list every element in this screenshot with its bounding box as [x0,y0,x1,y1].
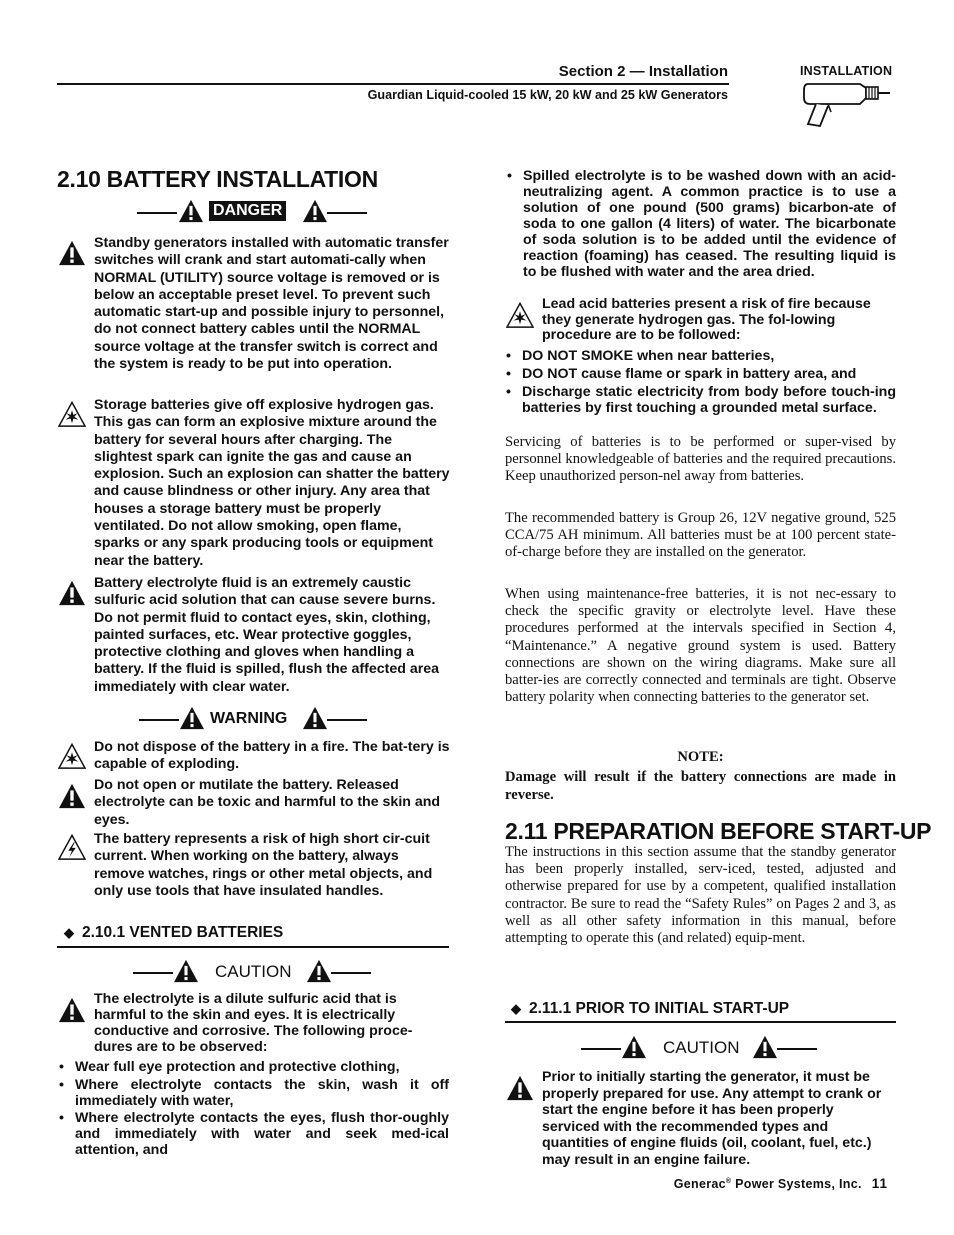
section-2-11-1-heading: ◆ 2.11.1 PRIOR TO INITIAL START-UP [511,1000,790,1017]
caution-label: CAUTION [663,1038,740,1057]
spill-procedure-item: • Spilled electrolyte is to be washed down with an acid-neutralizing agent. A common practice is to use a solution of one pound (500 grams) bicarbon-ate of soda to one gallon (4 liters) of water. The bicarbonate of soda solution is to be added until the evidence of reaction (foaming) has ceased. The resulting liquid is to be flushed with water and the area dried. [507,168,896,280]
explosion-hazard-icon [506,302,534,328]
electric-shock-icon [58,834,86,860]
warning-triangle-icon [178,199,204,223]
warning-triangle-icon [302,199,328,223]
explosion-hazard-icon [58,401,86,427]
exclamation-triangle-icon [58,997,86,1023]
diamond-bullet-icon: ◆ [64,925,74,940]
section-2-11-heading: 2.11 PREPARATION BEFORE START-UP [505,818,932,844]
automatic-start-warning: Standby generators installed with automatic transfer switches will crank and start automati-cally when NORMAL (UTILITY) source voltage is removed or is below an acceptable preset level. To prevent such automatic start-up and possible injury to personnel, do not connect battery cables until the NORMAL source voltage at the transfer switch is correct and the system is ready to be put into operation. [94,235,449,373]
caution-banner [581,1034,821,1064]
warning-triangle-icon [306,959,332,983]
subheading-rule [505,1021,896,1023]
warning-triangle-icon [179,706,205,730]
exclamation-triangle-icon [58,240,86,266]
warning-triangle-icon [621,1035,647,1059]
warning-triangle-icon [173,959,199,983]
maintenance-free-paragraph: When using maintenance-free batteries, it is not nec-essary to check the specific gravity or electrolyte level. Have these procedures performed at the intervals specified in Section 4, “Maintenance.” A negative ground system is used. Battery connections are shown on the wiring diagrams. Make sure all batter-ies are correctly connected and terminals are tight. Observe battery polarity when connecting batteries to the generator set. [505,586,896,706]
list-item: • Where electrolyte contacts the eyes, flush thor-oughly and immediately with water and seek med-ical attention, and [59,1110,449,1158]
lead-acid-fire-warning: Lead acid batteries present a risk of fire because they generate hydrogen gas. The fol-lowing procedure are to be followed: [542,296,871,343]
warning-triangle-icon [752,1035,778,1059]
danger-label: DANGER [209,201,286,221]
note-body: Damage will result if the battery connections are made in reverse. [505,769,896,803]
page-footer [674,1176,888,1191]
page-number: 11 [871,1176,888,1191]
warning-triangle-icon [302,706,328,730]
electrolyte-burn-warning: Battery electrolyte fluid is an extremely caustic sulfuric acid solution that can cause severe burns. Do not permit fluid to contact eyes, skin, clothing, painted surfaces, etc. Wear protective goggles, protective clothing and gloves when handling a battery. If the fluid is spilled, flush the affected area immediately with clear water. [94,575,440,695]
list-item: • Wear full eye protection and protective clothing, [59,1059,400,1075]
caution-banner [133,958,373,988]
fire-disposal-warning: Do not dispose of the battery in a fire. The bat-tery is capable of exploding. [94,739,450,773]
diamond-bullet-icon: ◆ [511,1001,521,1016]
short-circuit-warning: The battery represents a risk of high short cir-cuit current. When working on the battery, always remove watches, rings or other metal objects, and only use tools that have insulated handles. [94,831,433,899]
initial-start-caution: Prior to initially starting the generator, it must be properly prepared for use. Any attempt to crank or start the engine before it has been properly serviced with the recommended types and quantities of engine fluids (oil, coolant, fuel, etc.) may result in an engine failure. [542,1069,882,1168]
drill-icon [800,78,892,128]
servicing-paragraph: Servicing of batteries is to be performed or super-vised by personnel knowledgeable of batteries and the required precautions. Keep unauthorized person-nel away from batteries. [505,434,896,485]
hydrogen-gas-warning: Storage batteries give off explosive hydrogen gas. This gas can form an explosive mixture around the battery for several hours after charging. The slightest spark can ignite the gas and cause an explosion. Such an explosion can shatter the battery and cause blindness or other injury. Any area that houses a storage battery must be properly ventilated. Do not allow smoking, open flame, sparks or any spark producing tools or equipment near the battery. [94,397,450,569]
exclamation-triangle-icon [506,1075,534,1101]
registered-mark: ® [725,1177,732,1185]
list-item: • DO NOT cause flame or spark in battery area, and [506,366,857,382]
section-title: Section 2 — Installation [558,63,728,80]
header-rule [57,83,729,85]
warning-banner [139,705,367,735]
mutilate-battery-warning: Do not open or mutilate the battery. Released electrolyte can be toxic and harmful to the skin and eyes. [94,777,441,828]
section-2-10-1-heading: ◆ 2.10.1 VENTED BATTERIES [64,924,284,941]
danger-banner [137,198,367,228]
start-up-intro-paragraph: The instructions in this section assume that the standby generator has been properly installed, serv-iced, tested, adjusted and otherwise prepared for use by a competent, qualified installation contractor. Be sure to read the “Safety Rules” on Pages 2 and 3, as well as all other safety information in this manual, before attempting to operate this (and related) equip-ment. [505,844,896,947]
list-item: • Where electrolyte contacts the skin, wash it off immediately with water, [59,1077,449,1109]
exclamation-triangle-icon [58,580,86,606]
explosion-hazard-icon [58,743,86,769]
note-title: NOTE: [677,749,724,765]
list-item: • DO NOT SMOKE when near batteries, [506,348,775,364]
installation-badge-label: INSTALLATION [800,64,893,78]
company-name: Generac [673,1177,726,1191]
warning-label: WARNING [210,710,288,727]
recommended-battery-paragraph: The recommended battery is Group 26, 12V negative ground, 525 CCA/75 AH minimum. All batteries must be at 100 percent state-of-charge before they are installed on the generator. [505,510,896,561]
product-title: Guardian Liquid-cooled 15 kW, 20 kW and 25 kW Generators [367,88,728,102]
exclamation-triangle-icon [58,783,86,809]
caution-label: CAUTION [215,962,292,981]
list-item: • Discharge static electricity from body before touch-ing batteries by first touching a grounded metal surface. [506,384,896,416]
section-2-10-heading: 2.10 BATTERY INSTALLATION [57,166,378,192]
company-name-suffix: Power Systems, Inc. [731,1177,862,1191]
subheading-rule [57,946,449,948]
dilute-acid-caution: The electrolyte is a dilute sulfuric acid that is harmful to the skin and eyes. It is electrically conductive and corrosive. The following proce-dures are to be observed: [94,991,413,1055]
